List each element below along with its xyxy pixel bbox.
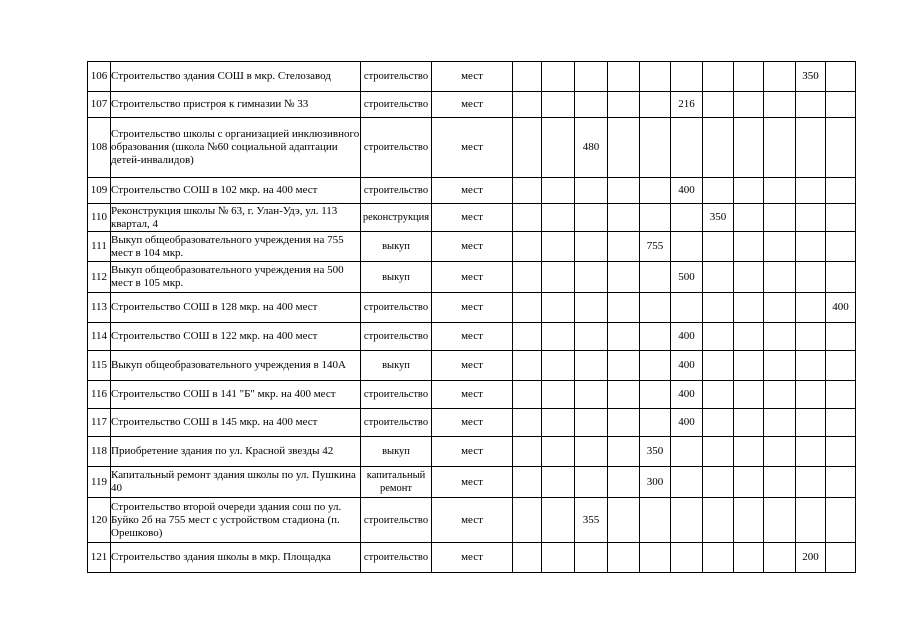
value-cell xyxy=(796,204,826,232)
unit-cell: мест xyxy=(432,62,513,92)
value-cell xyxy=(734,232,764,262)
table-row xyxy=(88,62,856,92)
value-cell xyxy=(575,351,608,381)
value-cell xyxy=(764,543,796,573)
value-cell xyxy=(796,262,826,293)
value-cell xyxy=(826,204,856,232)
value-cell: 350 xyxy=(796,62,826,92)
table-row xyxy=(88,92,856,118)
value-cell xyxy=(734,381,764,409)
value-cell xyxy=(796,409,826,437)
value-cell xyxy=(671,467,703,498)
value-cell xyxy=(796,381,826,409)
work-type: строительство xyxy=(361,381,432,409)
value-cell: 350 xyxy=(703,204,734,232)
unit-cell: мест xyxy=(432,118,513,178)
value-cell xyxy=(826,351,856,381)
value-cell xyxy=(513,467,542,498)
value-cell xyxy=(826,498,856,543)
row-number: 111 xyxy=(88,232,111,262)
value-cell xyxy=(764,323,796,351)
project-name: Строительство СОШ в 122 мкр. на 400 мест xyxy=(111,323,361,351)
value-cell xyxy=(575,62,608,92)
value-cell xyxy=(734,204,764,232)
value-cell xyxy=(640,62,671,92)
value-cell xyxy=(826,178,856,204)
value-cell xyxy=(542,204,575,232)
value-cell xyxy=(640,92,671,118)
value-cell xyxy=(734,467,764,498)
value-cell xyxy=(513,381,542,409)
value-cell xyxy=(513,62,542,92)
value-cell xyxy=(734,498,764,543)
value-cell xyxy=(608,543,640,573)
work-type: строительство xyxy=(361,62,432,92)
value-cell xyxy=(764,293,796,323)
project-name: Реконструкция школы № 63, г. Улан-Удэ, ул. 113 квартал, 4 xyxy=(111,204,361,232)
value-cell xyxy=(671,293,703,323)
row-number: 114 xyxy=(88,323,111,351)
value-cell xyxy=(640,381,671,409)
row-number: 115 xyxy=(88,351,111,381)
value-cell xyxy=(764,62,796,92)
value-cell xyxy=(703,118,734,178)
value-cell xyxy=(608,467,640,498)
project-name: Строительство СОШ в 141 "Б" мкр. на 400 мест xyxy=(111,381,361,409)
value-cell xyxy=(640,351,671,381)
value-cell xyxy=(542,543,575,573)
value-cell xyxy=(764,92,796,118)
value-cell xyxy=(640,543,671,573)
work-type: строительство xyxy=(361,92,432,118)
value-cell xyxy=(575,437,608,467)
table-row xyxy=(88,293,856,323)
unit-cell: мест xyxy=(432,232,513,262)
work-type: строительство xyxy=(361,409,432,437)
value-cell xyxy=(796,118,826,178)
project-name: Строительство школы с организацией инклюзивного образования (школа №60 социальной адаптации детей-инвалидов) xyxy=(111,118,361,178)
value-cell xyxy=(608,381,640,409)
value-cell xyxy=(703,498,734,543)
row-number: 106 xyxy=(88,62,111,92)
value-cell xyxy=(542,437,575,467)
work-type: реконструкция xyxy=(361,204,432,232)
table-row xyxy=(88,351,856,381)
value-cell xyxy=(764,467,796,498)
value-cell xyxy=(796,232,826,262)
work-type: строительство xyxy=(361,498,432,543)
value-cell xyxy=(764,437,796,467)
value-cell xyxy=(542,232,575,262)
value-cell xyxy=(513,232,542,262)
table-row xyxy=(88,178,856,204)
unit-cell: мест xyxy=(432,293,513,323)
value-cell xyxy=(608,118,640,178)
value-cell xyxy=(703,381,734,409)
value-cell xyxy=(703,543,734,573)
value-cell xyxy=(575,232,608,262)
value-cell xyxy=(608,351,640,381)
value-cell: 355 xyxy=(575,498,608,543)
data-table xyxy=(87,61,856,573)
value-cell xyxy=(671,498,703,543)
value-cell xyxy=(826,543,856,573)
row-number: 113 xyxy=(88,293,111,323)
value-cell xyxy=(640,293,671,323)
value-cell xyxy=(734,262,764,293)
value-cell xyxy=(575,543,608,573)
value-cell xyxy=(703,323,734,351)
project-name: Строительство СОШ в 102 мкр. на 400 мест xyxy=(111,178,361,204)
value-cell xyxy=(608,62,640,92)
value-cell xyxy=(640,323,671,351)
value-cell xyxy=(703,293,734,323)
value-cell xyxy=(671,204,703,232)
value-cell xyxy=(575,293,608,323)
value-cell xyxy=(542,409,575,437)
value-cell xyxy=(826,92,856,118)
value-cell xyxy=(640,409,671,437)
project-name: Выкуп общеобразовательного учреждения в 140А xyxy=(111,351,361,381)
unit-cell: мест xyxy=(432,467,513,498)
value-cell xyxy=(608,437,640,467)
table-row xyxy=(88,409,856,437)
value-cell xyxy=(513,543,542,573)
value-cell xyxy=(703,467,734,498)
value-cell xyxy=(608,178,640,204)
value-cell: 500 xyxy=(671,262,703,293)
value-cell xyxy=(575,92,608,118)
value-cell xyxy=(734,293,764,323)
value-cell xyxy=(796,293,826,323)
value-cell xyxy=(513,204,542,232)
unit-cell: мест xyxy=(432,437,513,467)
value-cell xyxy=(764,232,796,262)
value-cell xyxy=(734,92,764,118)
work-type: строительство xyxy=(361,118,432,178)
value-cell xyxy=(703,437,734,467)
value-cell xyxy=(826,118,856,178)
table-row xyxy=(88,118,856,178)
value-cell xyxy=(513,351,542,381)
value-cell xyxy=(513,323,542,351)
value-cell xyxy=(640,118,671,178)
value-cell xyxy=(542,467,575,498)
value-cell xyxy=(826,409,856,437)
value-cell: 350 xyxy=(640,437,671,467)
value-cell xyxy=(542,62,575,92)
value-cell xyxy=(608,498,640,543)
value-cell xyxy=(734,323,764,351)
value-cell xyxy=(764,204,796,232)
value-cell: 200 xyxy=(796,543,826,573)
project-name: Строительство здания СОШ в мкр. Стелозавод xyxy=(111,62,361,92)
value-cell xyxy=(826,62,856,92)
value-cell xyxy=(796,437,826,467)
value-cell xyxy=(513,498,542,543)
value-cell xyxy=(671,232,703,262)
table-row xyxy=(88,232,856,262)
value-cell: 755 xyxy=(640,232,671,262)
value-cell xyxy=(575,204,608,232)
value-cell xyxy=(513,118,542,178)
unit-cell: мест xyxy=(432,409,513,437)
project-name: Приобретение здания по ул. Красной звезды 42 xyxy=(111,437,361,467)
value-cell xyxy=(542,293,575,323)
value-cell: 400 xyxy=(671,178,703,204)
value-cell xyxy=(542,381,575,409)
project-name: Строительство СОШ в 145 мкр. на 400 мест xyxy=(111,409,361,437)
value-cell xyxy=(575,467,608,498)
value-cell xyxy=(575,262,608,293)
value-cell xyxy=(734,409,764,437)
value-cell xyxy=(513,178,542,204)
value-cell: 400 xyxy=(671,351,703,381)
value-cell xyxy=(764,178,796,204)
row-number: 120 xyxy=(88,498,111,543)
table-row xyxy=(88,381,856,409)
value-cell xyxy=(826,232,856,262)
value-cell xyxy=(764,409,796,437)
value-cell xyxy=(764,351,796,381)
value-cell xyxy=(796,323,826,351)
table-row xyxy=(88,204,856,232)
value-cell xyxy=(513,293,542,323)
unit-cell: мест xyxy=(432,543,513,573)
value-cell xyxy=(703,92,734,118)
value-cell: 480 xyxy=(575,118,608,178)
value-cell xyxy=(542,118,575,178)
value-cell xyxy=(734,62,764,92)
value-cell xyxy=(734,118,764,178)
value-cell xyxy=(640,204,671,232)
work-type: выкуп xyxy=(361,351,432,381)
value-cell xyxy=(542,262,575,293)
project-name: Капитальный ремонт здания школы по ул. Пушкина 40 xyxy=(111,467,361,498)
value-cell xyxy=(575,409,608,437)
unit-cell: мест xyxy=(432,92,513,118)
value-cell xyxy=(671,118,703,178)
value-cell xyxy=(640,178,671,204)
value-cell xyxy=(734,543,764,573)
work-type: капитальный ремонт xyxy=(361,467,432,498)
value-cell xyxy=(608,232,640,262)
work-type: выкуп xyxy=(361,262,432,293)
value-cell xyxy=(703,178,734,204)
value-cell xyxy=(671,543,703,573)
unit-cell: мест xyxy=(432,204,513,232)
value-cell xyxy=(608,262,640,293)
value-cell: 300 xyxy=(640,467,671,498)
value-cell xyxy=(703,232,734,262)
unit-cell: мест xyxy=(432,498,513,543)
project-name: Выкуп общеобразовательного учреждения на 755 мест в 104 мкр. xyxy=(111,232,361,262)
value-cell xyxy=(826,323,856,351)
unit-cell: мест xyxy=(432,351,513,381)
value-cell xyxy=(703,409,734,437)
project-name: Строительство СОШ в 128 мкр. на 400 мест xyxy=(111,293,361,323)
value-cell xyxy=(796,178,826,204)
value-cell xyxy=(542,498,575,543)
value-cell xyxy=(575,381,608,409)
value-cell xyxy=(703,351,734,381)
value-cell xyxy=(796,467,826,498)
value-cell xyxy=(608,92,640,118)
value-cell xyxy=(608,293,640,323)
row-number: 108 xyxy=(88,118,111,178)
value-cell xyxy=(608,409,640,437)
value-cell: 216 xyxy=(671,92,703,118)
value-cell xyxy=(764,118,796,178)
row-number: 109 xyxy=(88,178,111,204)
value-cell xyxy=(542,92,575,118)
value-cell xyxy=(734,351,764,381)
value-cell xyxy=(734,437,764,467)
unit-cell: мест xyxy=(432,381,513,409)
value-cell xyxy=(826,437,856,467)
row-number: 107 xyxy=(88,92,111,118)
table-row xyxy=(88,323,856,351)
value-cell xyxy=(703,62,734,92)
value-cell xyxy=(796,498,826,543)
value-cell: 400 xyxy=(671,323,703,351)
value-cell xyxy=(542,323,575,351)
value-cell xyxy=(542,351,575,381)
value-cell xyxy=(608,204,640,232)
value-cell xyxy=(513,262,542,293)
value-cell xyxy=(640,262,671,293)
value-cell xyxy=(764,498,796,543)
row-number: 116 xyxy=(88,381,111,409)
value-cell xyxy=(640,498,671,543)
work-type: строительство xyxy=(361,543,432,573)
project-name: Строительство здания школы в мкр. Площадка xyxy=(111,543,361,573)
value-cell xyxy=(542,178,575,204)
project-name: Строительство второй очереди здания сош по ул. Буйко 2б на 755 мест с устройством стадиона (п. Орешково) xyxy=(111,498,361,543)
row-number: 117 xyxy=(88,409,111,437)
row-number: 112 xyxy=(88,262,111,293)
work-type: строительство xyxy=(361,293,432,323)
value-cell xyxy=(826,467,856,498)
value-cell xyxy=(513,437,542,467)
value-cell xyxy=(796,351,826,381)
value-cell: 400 xyxy=(671,409,703,437)
table-row xyxy=(88,543,856,573)
value-cell xyxy=(764,381,796,409)
row-number: 118 xyxy=(88,437,111,467)
value-cell xyxy=(826,262,856,293)
value-cell xyxy=(513,409,542,437)
table-row xyxy=(88,498,856,543)
value-cell xyxy=(703,262,734,293)
work-type: строительство xyxy=(361,178,432,204)
row-number: 121 xyxy=(88,543,111,573)
value-cell: 400 xyxy=(671,381,703,409)
value-cell xyxy=(671,62,703,92)
value-cell xyxy=(575,178,608,204)
value-cell xyxy=(575,323,608,351)
value-cell xyxy=(608,323,640,351)
table-row xyxy=(88,437,856,467)
value-cell xyxy=(796,92,826,118)
work-type: выкуп xyxy=(361,232,432,262)
row-number: 119 xyxy=(88,467,111,498)
value-cell xyxy=(764,262,796,293)
table-row xyxy=(88,262,856,293)
table-row xyxy=(88,467,856,498)
value-cell: 400 xyxy=(826,293,856,323)
project-name: Выкуп общеобразовательного учреждения на 500 мест в 105 мкр. xyxy=(111,262,361,293)
unit-cell: мест xyxy=(432,262,513,293)
unit-cell: мест xyxy=(432,178,513,204)
row-number: 110 xyxy=(88,204,111,232)
value-cell xyxy=(671,437,703,467)
work-type: выкуп xyxy=(361,437,432,467)
project-name: Строительство пристроя к гимназии № 33 xyxy=(111,92,361,118)
unit-cell: мест xyxy=(432,323,513,351)
work-type: строительство xyxy=(361,323,432,351)
value-cell xyxy=(734,178,764,204)
value-cell xyxy=(513,92,542,118)
value-cell xyxy=(826,381,856,409)
